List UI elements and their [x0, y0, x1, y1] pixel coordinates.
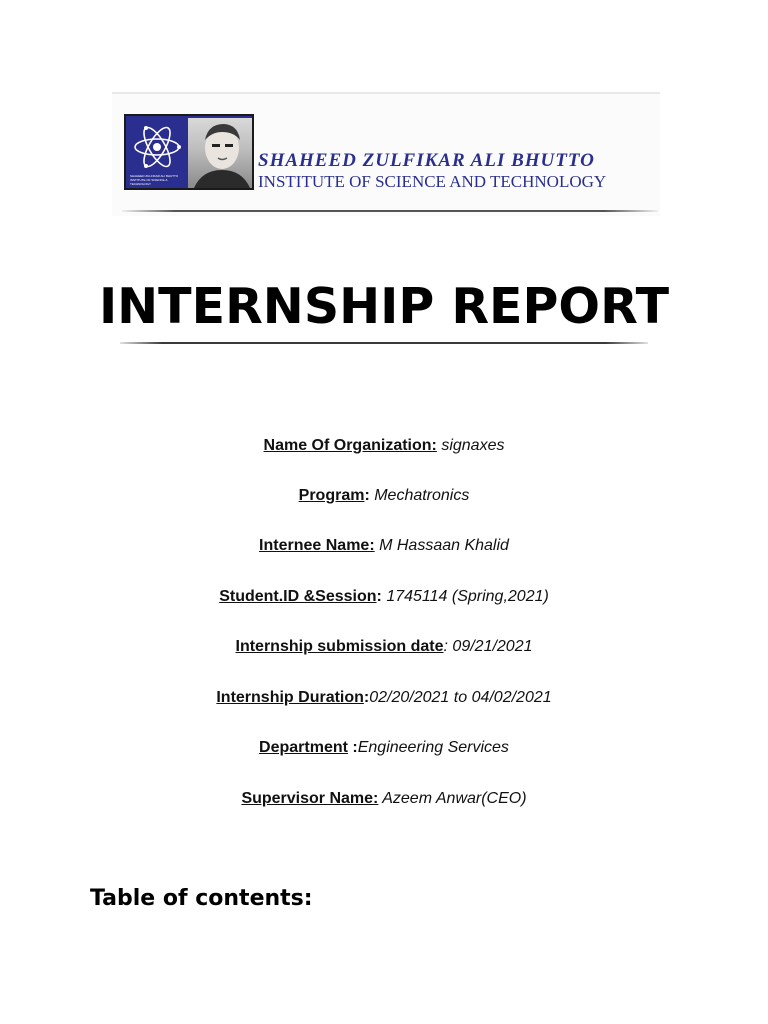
- banner-divider: [122, 210, 658, 212]
- founder-portrait-image: [188, 118, 252, 188]
- organization-label: Name Of Organization:: [263, 437, 437, 454]
- duration-value: 02/20/2021 to 04/02/2021: [369, 689, 552, 706]
- submission-date-line: [0, 638, 768, 656]
- department-line: [0, 739, 768, 757]
- department-label: Department: [259, 739, 348, 756]
- toc-heading: Table of contents:: [90, 886, 313, 911]
- internee-label: Internee Name:: [259, 537, 375, 554]
- student-id-separator: :: [376, 588, 382, 605]
- program-label: Program: [298, 487, 365, 504]
- logo-caption: SHAHEED ZULFIKAR ALI BHUTTO INSTITUTE OF SCIENCE & TECHNOLOGY: [130, 174, 179, 186]
- department-separator: :: [347, 739, 358, 756]
- institute-logo: [124, 114, 254, 190]
- atom-emblem-icon: [130, 120, 184, 174]
- institute-banner: [112, 92, 660, 216]
- institute-name-line-2: INSTITUTE OF SCIENCE AND TECHNOLOGY: [258, 172, 607, 191]
- supervisor-label: Supervisor Name:: [241, 790, 379, 807]
- title-divider: [120, 342, 648, 344]
- student-id-line: [0, 588, 768, 606]
- report-title: INTERNSHIP REPORT: [98, 278, 670, 335]
- organization-line: [0, 437, 768, 455]
- internee-value: M Hassaan Khalid: [374, 537, 509, 554]
- internee-line: [0, 537, 768, 555]
- submission-date-label: Internship submission date: [235, 638, 444, 655]
- department-value: Engineering Services: [357, 739, 509, 756]
- supervisor-line: [0, 790, 768, 808]
- institute-name-line-1: SHAHEED ZULFIKAR ALI BHUTTO: [258, 150, 595, 171]
- banner-top-divider: [112, 92, 660, 94]
- supervisor-value: Azeem Anwar(CEO): [378, 790, 527, 807]
- program-value: Mechatronics: [369, 487, 470, 504]
- organization-value: signaxes: [436, 437, 505, 454]
- submission-date-value: : 09/21/2021: [443, 638, 533, 655]
- program-line: [0, 487, 768, 505]
- portrait-silhouette-icon: [188, 118, 252, 188]
- duration-line: [0, 689, 768, 707]
- student-id-value: 1745114 (Spring,2021): [381, 588, 549, 605]
- student-id-label: Student.ID &Session: [219, 588, 377, 605]
- program-separator: :: [364, 487, 370, 504]
- duration-separator: :: [363, 689, 370, 706]
- duration-label: Internship Duration: [216, 689, 364, 706]
